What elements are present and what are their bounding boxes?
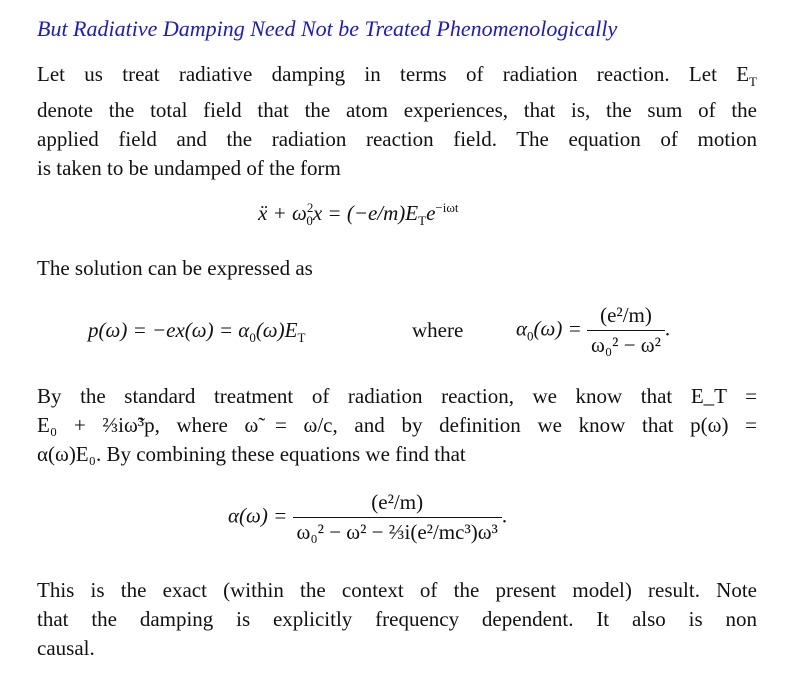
eq1-exp-power: −iωt xyxy=(435,200,459,215)
eq3-denominator: ω₀² − ω² − ⅔i(e²/mc³)ω³ xyxy=(293,517,502,545)
eq2-left-tail: (ω)E xyxy=(255,318,298,342)
intro-line-2: denote the total field that the atom experiences, that is, the sum of the xyxy=(37,98,757,123)
intro-line-3: applied field and the radiation reaction field. The equation of motion xyxy=(37,127,757,152)
equation-alpha xyxy=(228,490,507,545)
eq2-alpha0-tail: (ω) = xyxy=(533,316,582,341)
intro-line-1-text: Let us treat radiative damping in terms of radiation reaction. Let E xyxy=(37,62,750,86)
intro-line-1 xyxy=(37,60,757,96)
conclusion-line-3: causal. xyxy=(37,636,95,660)
equation-of-motion xyxy=(258,200,459,229)
section-title: But Radiative Damping Need Not be Treated Phenomenologically xyxy=(37,16,618,41)
conclusion-line-1: This is the exact (within the context of the present model) result. Note xyxy=(37,578,757,602)
rr-line-3: α(ω)E₀. By combining these equations we find that xyxy=(37,442,466,466)
eq2-left-sub-t: T xyxy=(297,330,306,346)
equation-where: where xyxy=(412,318,464,342)
eq2-alpha0: α xyxy=(516,316,528,341)
eq3-numerator: (e²/m) xyxy=(371,490,424,514)
eq2-left-sub: 0 xyxy=(249,330,256,346)
paragraph-intro xyxy=(37,60,757,183)
eq2-left: p(ω) = −ex(ω) = α xyxy=(88,318,250,342)
eq3-fraction xyxy=(293,490,502,545)
eq1-exp-base: e xyxy=(426,201,436,225)
eq2-denominator: ω₀² − ω² xyxy=(587,330,665,358)
solution-line: The solution can be expressed as xyxy=(37,256,313,280)
eq1-lhs: ẍ + ω xyxy=(258,201,307,225)
rr-line-2: E₀ + ⅔iω̃³p, where ω̃ = ω/c, and by definition we know that p(ω) = xyxy=(37,413,757,437)
eq2-alpha0-sub: 0 xyxy=(527,328,534,344)
eq2-numerator: (e²/m) xyxy=(600,303,652,327)
equation-solution-left xyxy=(88,318,305,346)
intro-line-4: is taken to be undamped of the form xyxy=(37,156,341,181)
equation-alpha0 xyxy=(516,303,670,358)
eq1-sup: 2 xyxy=(306,200,314,215)
eq1-sub: 0 xyxy=(306,213,313,229)
paragraph-radiation-reaction xyxy=(37,382,757,469)
eq2-fraction xyxy=(587,303,665,358)
eq2-period: . xyxy=(664,316,671,341)
eq1-sub-t: T xyxy=(418,213,427,229)
rr-line-1: By the standard treatment of radiation reaction, we know that E_T = xyxy=(37,384,757,408)
et-subscript: T xyxy=(749,74,757,90)
eq3-lhs: α(ω) = xyxy=(228,503,288,528)
conclusion-line-2: that the damping is explicitly frequency dependent. It also is non xyxy=(37,607,757,631)
paragraph-solution xyxy=(37,254,757,283)
paragraph-conclusion xyxy=(37,576,757,663)
eq3-period: . xyxy=(501,503,508,528)
eq1-tail: x = (−e/m)E xyxy=(312,201,419,225)
